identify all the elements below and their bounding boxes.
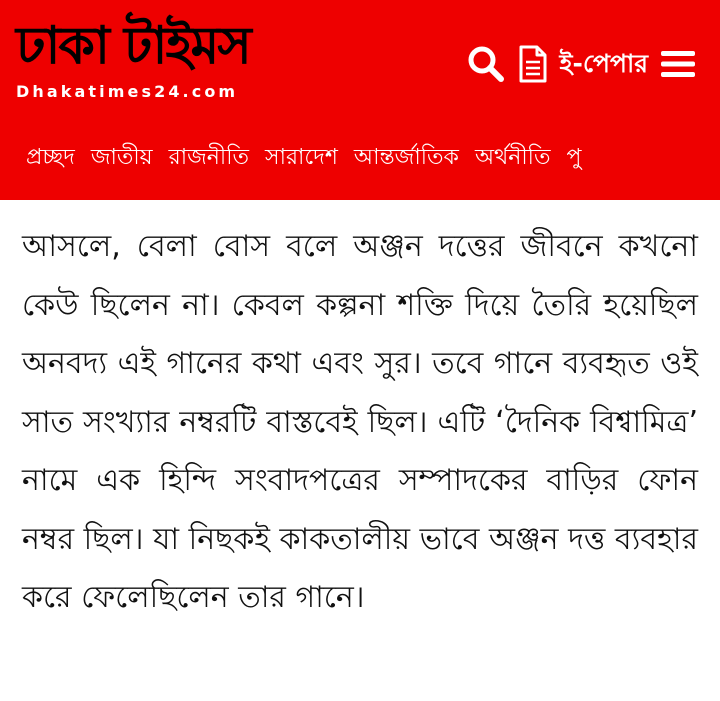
logo-wordmark: ঢাকা টাইমস [16,16,250,76]
search-icon[interactable] [466,44,506,84]
epaper-link[interactable]: ই-পেপার [559,49,648,78]
nav-item-international[interactable]: আন্তর্জাতিক [353,145,459,170]
header-actions [466,42,696,86]
logo-domain: Dhakatimes24.com [16,82,239,101]
hamburger-menu-icon[interactable] [660,48,696,80]
nav-item-politics[interactable]: রাজনীতি [168,145,250,170]
document-icon[interactable] [518,45,548,83]
category-nav [0,138,720,178]
article-paragraph: আসলে, বেলা বোস বলে অঞ্জন দত্তের জীবনে কখনো কেউ ছিলেন না। কেবল কল্পনা শক্তি দিয়ে তৈরি হয়েছিল অনবদ্য এই গানের কথা এবং সুর। তবে গানে ব্যবহৃত ওই সাত সংখ্যার নম্বরটি বাস্তবেই ছিল। এটি ‘দৈনিক বিশ্বামিত্র’ নামে এক হিন্দি সংবাদপত্রের সম্পাদকের বাড়ির ফোন নম্বর ছিল। যা নিছকই কাকতালীয় ভাবে অঞ্জন দত্ত ব্যবহার করে ফেলেছিলেন তার গানে। [22,229,698,615]
nav-item-economy[interactable]: অর্থনীতি [474,145,551,170]
site-header [0,0,720,200]
article-body [0,200,720,628]
nav-item-country[interactable]: সারাদেশ [265,145,338,170]
nav-item-national[interactable]: জাতীয় [90,145,153,170]
site-logo[interactable] [16,14,320,101]
nav-item-more[interactable]: পু [566,145,582,170]
nav-item-home[interactable]: প্রচ্ছদ [26,145,75,170]
